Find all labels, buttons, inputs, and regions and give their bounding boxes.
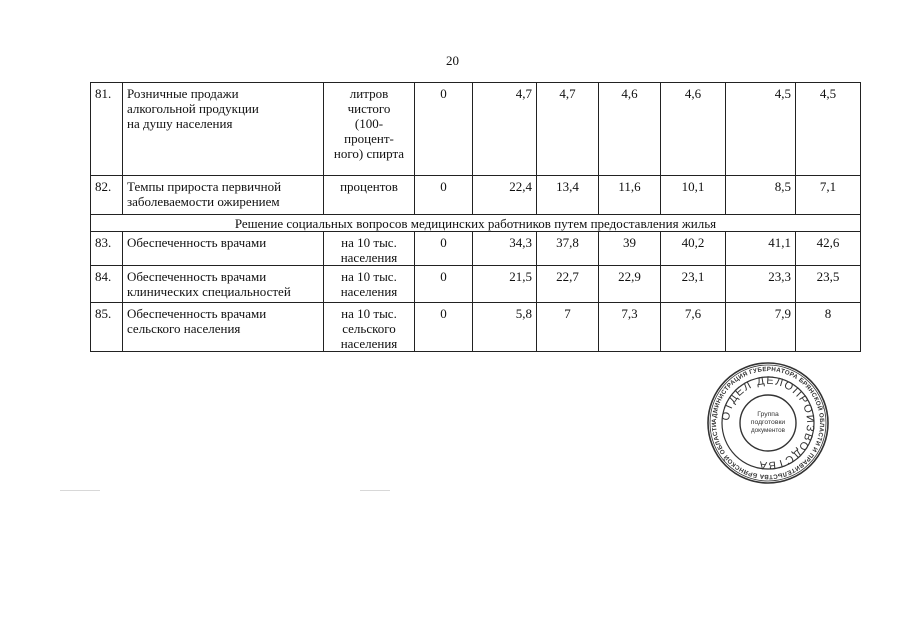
- unit-of-measure: [324, 83, 415, 176]
- unit-of-measure: [324, 303, 415, 352]
- row-number: 82.: [91, 176, 123, 215]
- indicator-name: [123, 232, 324, 266]
- section-header-row: [91, 215, 861, 232]
- value-cell: 4,5: [796, 83, 861, 176]
- value-cell: 4,6: [661, 83, 726, 176]
- cell-text-line: процентов: [340, 179, 398, 194]
- svg-text:АДМИНИСТРАЦИЯ ГУБЕРНАТОРА БРЯН: АДМИНИСТРАЦИЯ ГУБЕРНАТОРА БРЯНСКОЙ ОБЛАСТИ И ПРАВИТЕЛЬСТВА БРЯНСКОЙ ОБЛАСТИ: [710, 365, 826, 481]
- value-cell: 0: [415, 266, 473, 303]
- cell-text-line: на 10 тыс.: [341, 235, 397, 250]
- cell-text-line: Обеспеченность врачами: [127, 269, 267, 284]
- table-row: [91, 266, 861, 303]
- value-cell: 10,1: [661, 176, 726, 215]
- cell-text-line: Обеспеченность врачами: [127, 306, 267, 321]
- cell-text-line: клинических специальностей: [127, 284, 291, 299]
- cell-text-line: сельского: [342, 321, 396, 336]
- cell-text-line: ного) спирта: [333, 146, 405, 161]
- value-cell: 0: [415, 176, 473, 215]
- value-cell: 39: [599, 232, 661, 266]
- cell-text-line: на 10 тыс.: [341, 306, 397, 321]
- row-number: 84.: [91, 266, 123, 303]
- cell-text-line: заболеваемости ожирением: [127, 194, 280, 209]
- value-cell: 13,4: [537, 176, 599, 215]
- cell-text-line: на душу населения: [127, 116, 233, 131]
- cell-text-line: литров: [349, 86, 389, 101]
- value-cell: 4,5: [726, 83, 796, 176]
- table-row: [91, 232, 861, 266]
- cell-text-line: процент-: [344, 131, 394, 146]
- value-cell: 34,3: [473, 232, 537, 266]
- row-number: 81.: [91, 83, 123, 176]
- cell-text-line: на 10 тыс.: [341, 269, 397, 284]
- svg-text:Группа: Группа: [757, 411, 779, 418]
- table-body: [91, 83, 861, 352]
- table-row: [91, 303, 861, 352]
- cell-text-line: (100-: [354, 116, 384, 131]
- value-cell: 23,5: [796, 266, 861, 303]
- cell-text-line: населения: [340, 284, 398, 299]
- unit-of-measure: [324, 266, 415, 303]
- svg-text:ОТДЕЛ ДЕЛОПРОИЗВОДСТВА: ОТДЕЛ ДЕЛОПРОИЗВОДСТВА: [719, 374, 817, 472]
- svg-text:подготовки: подготовки: [750, 419, 786, 426]
- cell-text-line: Розничные продажи: [127, 86, 239, 101]
- cell-text-line: алкогольной продукции: [127, 101, 259, 116]
- value-cell: 8: [796, 303, 861, 352]
- cell-text-line: населения: [340, 336, 398, 351]
- value-cell: 23,3: [726, 266, 796, 303]
- value-cell: 7,9: [726, 303, 796, 352]
- cell-text-line: населения: [340, 250, 398, 265]
- unit-of-measure: [324, 176, 415, 215]
- indicator-name: [123, 266, 324, 303]
- value-cell: 0: [415, 83, 473, 176]
- value-cell: 7,1: [796, 176, 861, 215]
- value-cell: 0: [415, 232, 473, 266]
- section-title: Решение социальных вопросов медицинских работников путем предоставления жилья: [91, 215, 861, 232]
- scan-artifact-line: [360, 490, 390, 491]
- scan-artifact-line: [60, 490, 100, 491]
- table-row: [91, 176, 861, 215]
- indicator-name: [123, 303, 324, 352]
- cell-text-line: Темпы прироста первичной: [127, 179, 282, 194]
- value-cell: 37,8: [537, 232, 599, 266]
- indicator-name: [123, 176, 324, 215]
- value-cell: 4,7: [473, 83, 537, 176]
- value-cell: 22,7: [537, 266, 599, 303]
- cell-text-line: Обеспеченность врачами: [127, 235, 267, 250]
- value-cell: 7,6: [661, 303, 726, 352]
- value-cell: 5,8: [473, 303, 537, 352]
- value-cell: 0: [415, 303, 473, 352]
- indicators-table: [90, 82, 861, 352]
- row-number: 83.: [91, 232, 123, 266]
- value-cell: 21,5: [473, 266, 537, 303]
- value-cell: 22,9: [599, 266, 661, 303]
- value-cell: 41,1: [726, 232, 796, 266]
- value-cell: 22,4: [473, 176, 537, 215]
- value-cell: 7,3: [599, 303, 661, 352]
- table-row: [91, 83, 861, 176]
- cell-text-line: чистого: [347, 101, 391, 116]
- value-cell: 7: [537, 303, 599, 352]
- cell-text-line: сельского населения: [127, 321, 241, 336]
- value-cell: 11,6: [599, 176, 661, 215]
- value-cell: 40,2: [661, 232, 726, 266]
- value-cell: 4,7: [537, 83, 599, 176]
- unit-of-measure: [324, 232, 415, 266]
- svg-text:документов: документов: [750, 427, 786, 434]
- value-cell: 8,5: [726, 176, 796, 215]
- office-stamp: [706, 361, 830, 485]
- indicator-name: [123, 83, 324, 176]
- value-cell: 23,1: [661, 266, 726, 303]
- value-cell: 42,6: [796, 232, 861, 266]
- row-number: 85.: [91, 303, 123, 352]
- page-number: 20: [446, 53, 459, 68]
- stamp-seal-icon: [706, 361, 830, 485]
- value-cell: 4,6: [599, 83, 661, 176]
